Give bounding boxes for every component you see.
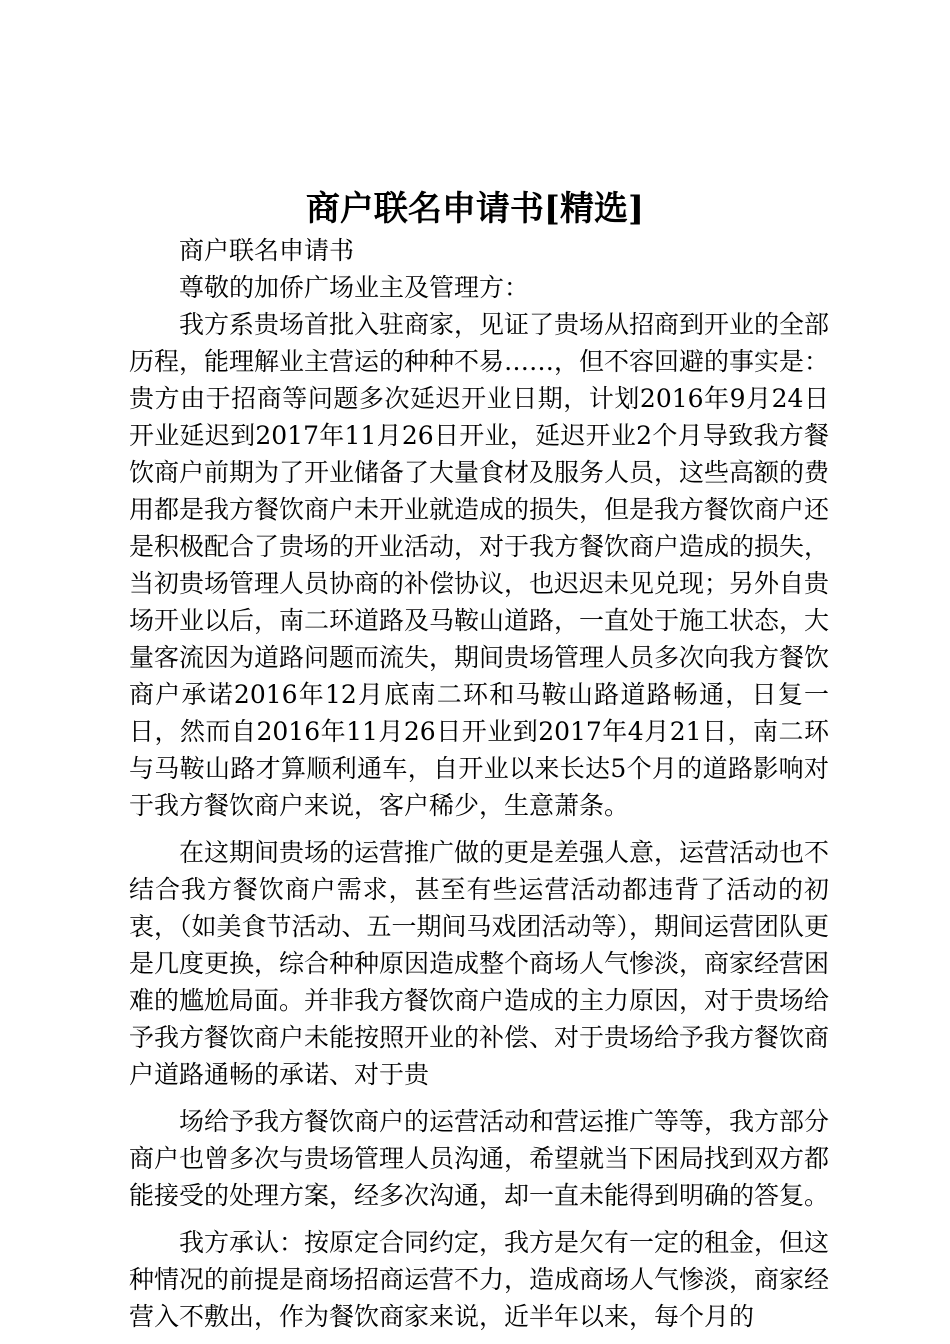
paragraph-acknowledgement: 我方承认：按原定合同约定，我方是欠有一定的租金，但这种情况的前提是商场招商运营不力，造成商场人气惨淡，商家经营入不敷出，作为餐饮商家来说，近半年以来，每个月的 (129, 1228, 830, 1331)
paragraph-background: 我方系贵场首批入驻商家，见证了贵场从招商到开业的全部历程，能理解业主营运的种种不易……，但不容回避的事实是：贵方由于招商等问题多次延迟开业日期，计划2016年9月24日开业延迟到2017年11月26日开业，延迟开业2个月导致我方餐饮商户前期为了开业储备了大量食材及服务人员，这些高额的费用都是我方餐饮商户未开业就造成的损失，但是我方餐饮商户还是积极配合了贵场的开业活动，对于我方餐饮商户造成的损失，当初贵场管理人员协商的补偿协议，也迟迟未见兑现；另外自贵场开业以后，南二环道路及马鞍山道路，一直处于施工状态，大量客流因为道路问题而流失，期间贵场管理人员多次向我方餐饮商户承诺2016年12月底南二环和马鞍山路道路畅通，日复一日，然而自2016年11月26日开业到2017年4月21日，南二环与马鞍山路才算顺利通车，自开业以来长达5个月的道路影响对于我方餐饮商户来说，客户稀少，生意萧条。 (129, 310, 830, 820)
paragraph-salutation: 尊敬的加侨广场业主及管理方： (179, 273, 530, 302)
document-title: 商户联名申请书[精选] (305, 189, 645, 229)
paragraph-heading: 商户联名申请书 (179, 236, 355, 265)
document-body (129, 232, 829, 1335)
paragraph-operations: 在这期间贵场的运营推广做的更是差强人意，运营活动也不结合我方餐饮商户需求，甚至有些运营活动都违背了活动的初衷，（如美食节活动、五一期间马戏团活动等），期间运营团队更是几度更换，综合种种原因造成整个商场人气惨淡，商家经营困难的尴尬局面。并非我方餐饮商户造成的主力原因，对于贵场给予我方餐饮商户未能按照开业的补偿、对于贵场给予我方餐饮商户道路通畅的承诺、对于贵 (129, 838, 830, 1089)
paragraph-communication: 场给予我方餐饮商户的运营活动和营运推广等等，我方部分商户也曾多次与贵场管理人员沟通，希望就当下困局找到双方都能接受的处理方案，经多次沟通，却一直未能得到明确的答复。 (129, 1107, 830, 1210)
